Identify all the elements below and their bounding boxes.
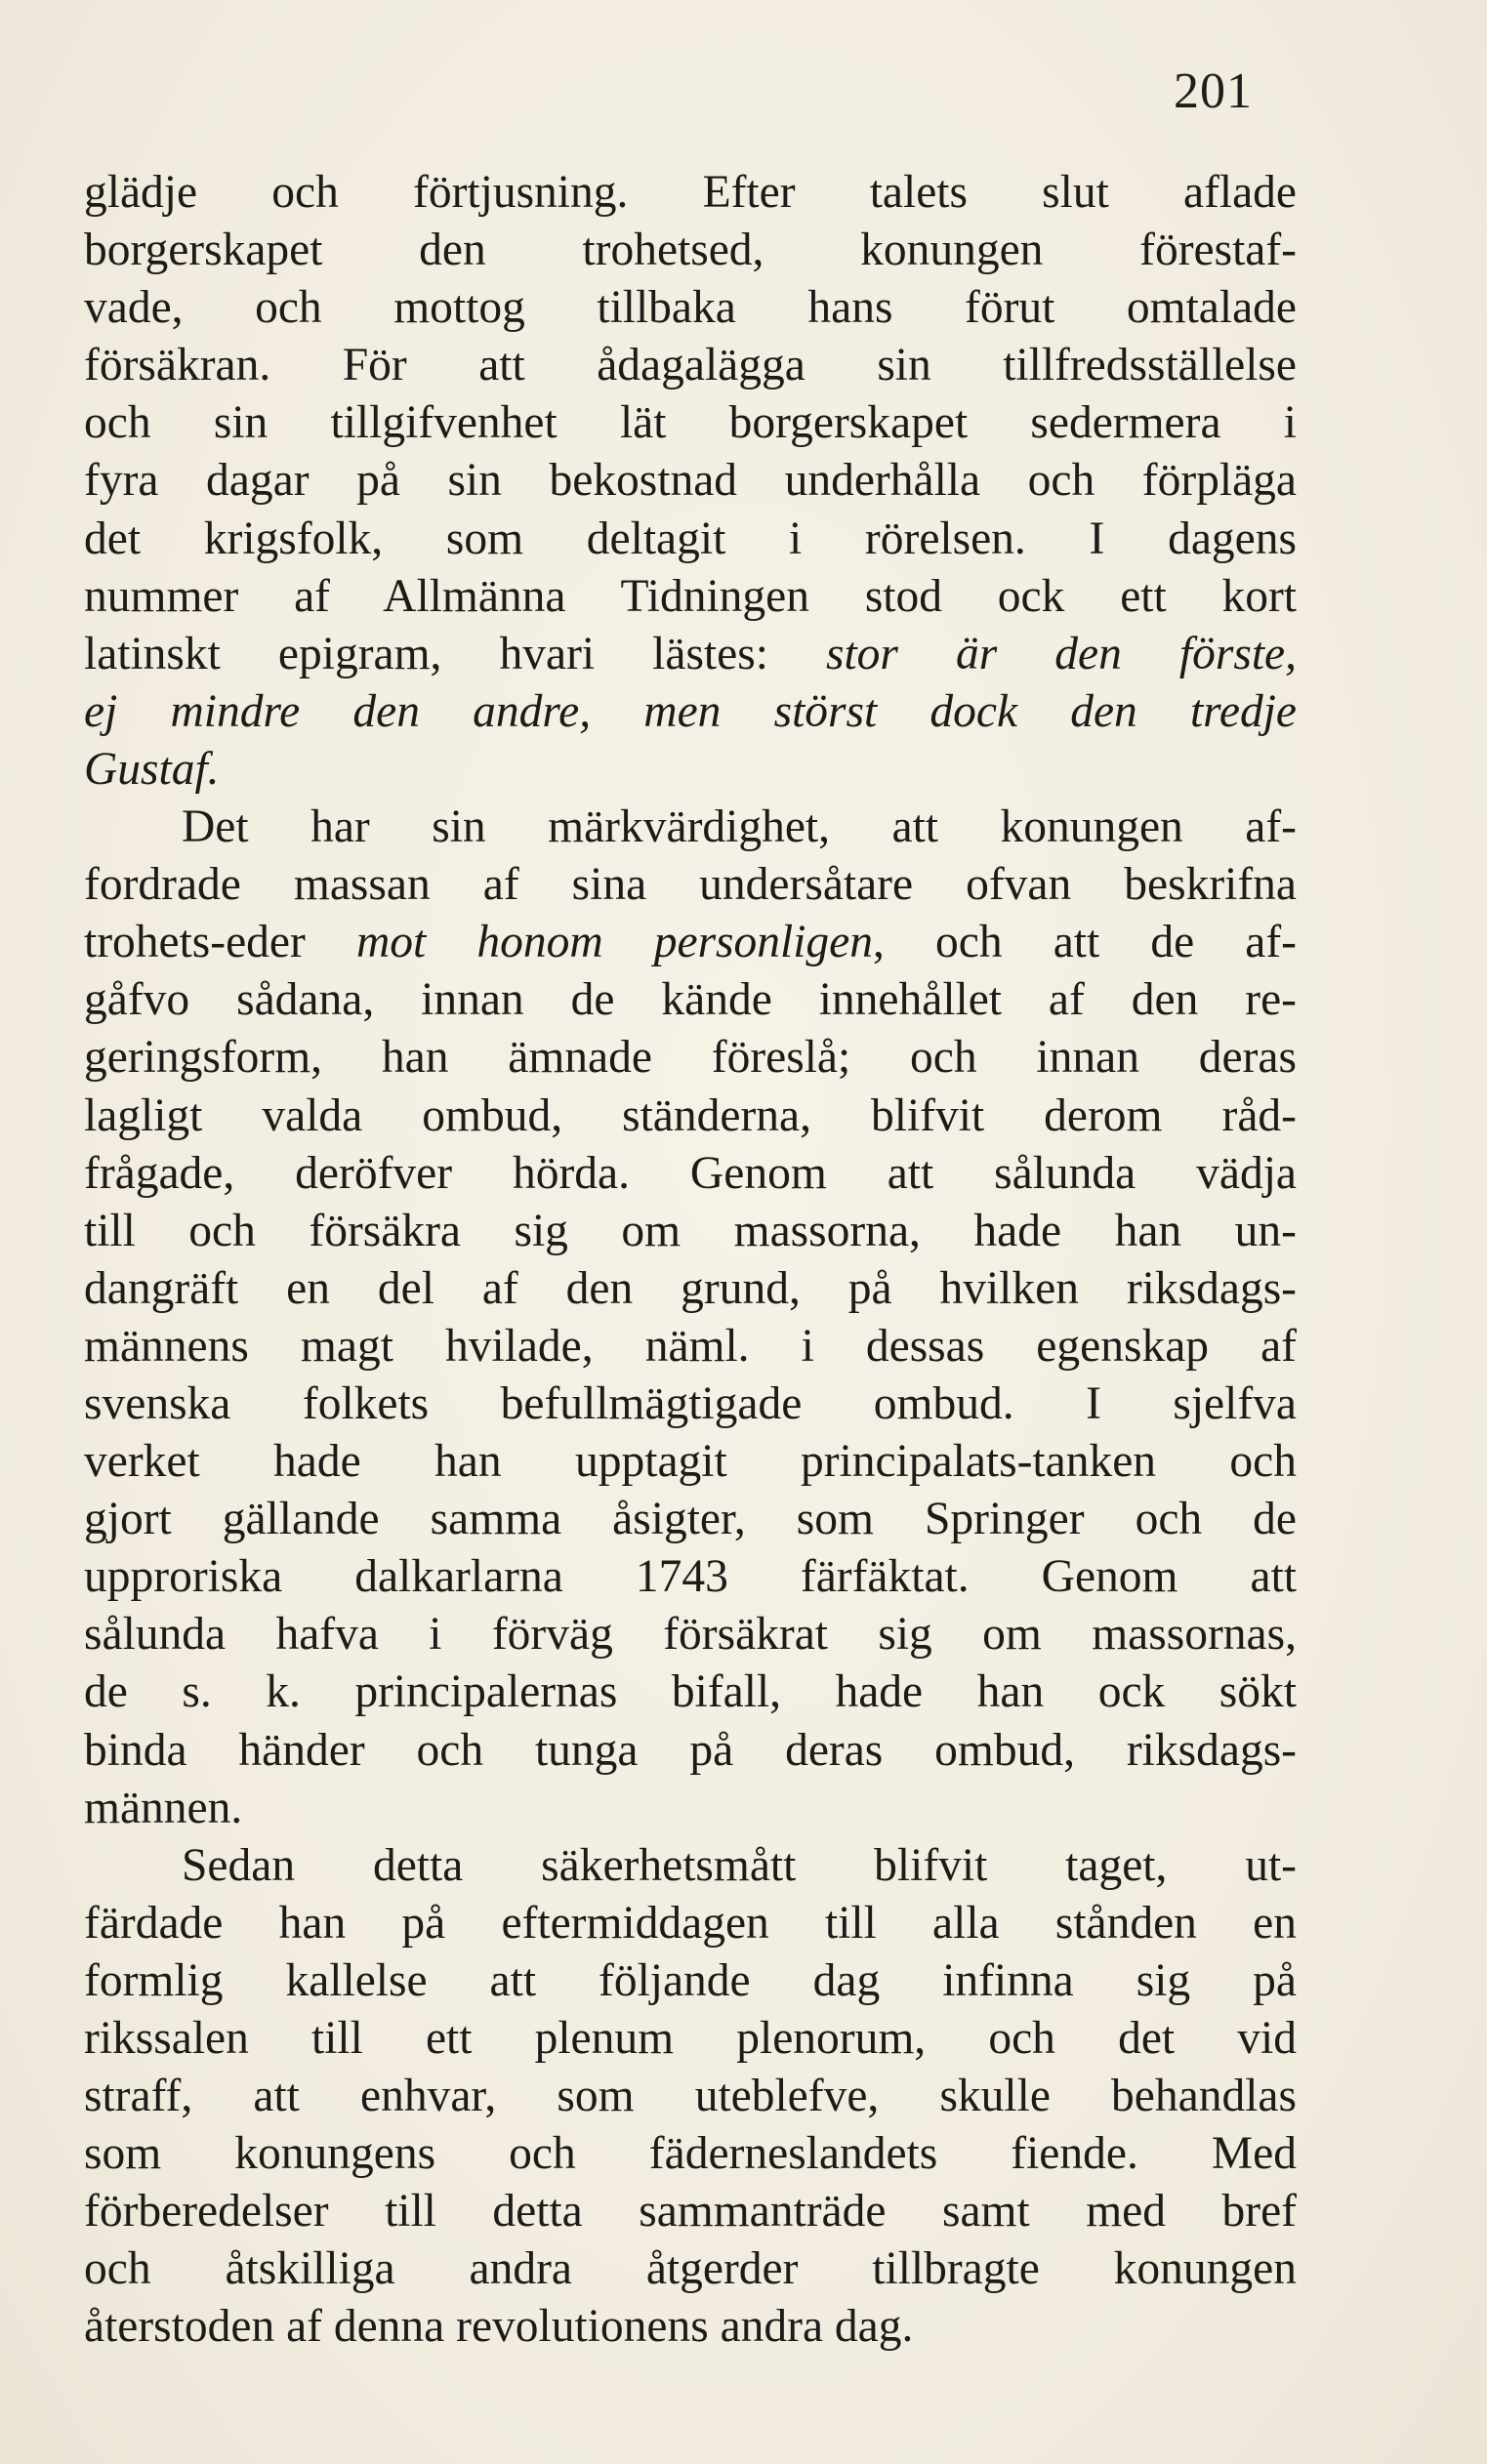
text-line bbox=[84, 2183, 1297, 2240]
text-segment: upproriska dalkarlarna 1743 färfäktat. Genom att bbox=[84, 1551, 1297, 1603]
text-segment: trohets-eder bbox=[84, 917, 356, 968]
text-line bbox=[84, 741, 1297, 799]
text-line bbox=[84, 1203, 1297, 1260]
text-segment: frågade, deröfver hörda. Genom att sålunda vädja bbox=[84, 1147, 1297, 1199]
text-segment: verket hade han upptagit principalats-tanken och bbox=[84, 1436, 1297, 1488]
text-line bbox=[84, 1837, 1297, 1895]
italic-text-segment: ej mindre den andre, men störst dock den tredje bbox=[84, 685, 1297, 737]
text-segment: Sedan detta säkerhetsmått blifvit taget, ut- bbox=[182, 1839, 1297, 1891]
text-line bbox=[84, 1952, 1297, 2010]
text-line bbox=[84, 626, 1297, 683]
text-line bbox=[84, 856, 1297, 914]
page-number: 201 bbox=[1174, 63, 1253, 119]
text-segment: männens magt hvilade, näml. i dessas egenskap af bbox=[84, 1320, 1297, 1372]
text-segment: som konungens och fäderneslandets fiende. Med bbox=[84, 2128, 1297, 2180]
text-segment: rikssalen till ett plenum plenorum, och det vid bbox=[84, 2013, 1297, 2064]
text-segment: latinskt epigram, hvari lästes: bbox=[84, 628, 826, 679]
text-line bbox=[84, 971, 1297, 1029]
text-segment: förberedelser till detta sammanträde samt med bref bbox=[84, 2186, 1297, 2238]
text-segment: till och försäkra sig om massorna, hade han un- bbox=[84, 1205, 1297, 1256]
text-line bbox=[84, 1780, 1297, 1837]
text-line bbox=[84, 2240, 1297, 2298]
text-line bbox=[84, 452, 1297, 510]
text-line bbox=[84, 914, 1297, 971]
text-segment: straff, att enhvar, som uteblefve, skulle behandlas bbox=[84, 2071, 1297, 2122]
text-line bbox=[84, 164, 1297, 222]
text-segment: de s. k. principalernas bifall, hade han ock sökt bbox=[84, 1666, 1297, 1718]
text-line bbox=[84, 799, 1297, 856]
text-segment: och åtskilliga andra åtgerder tillbragte konungen bbox=[84, 2243, 1297, 2295]
italic-text-segment: stor är den förste, bbox=[825, 628, 1297, 679]
text-segment: gåfvo sådana, innan de kände innehållet af den re- bbox=[84, 974, 1297, 1026]
text-line bbox=[84, 683, 1297, 741]
text-segment: återstoden af denna revolutionens andra dag. bbox=[84, 2301, 914, 2353]
text-line bbox=[84, 1606, 1297, 1663]
text-segment: sålunda hafva i förväg försäkrat sig om massornas, bbox=[84, 1609, 1297, 1661]
text-segment: männen. bbox=[84, 1782, 243, 1833]
text-line bbox=[84, 1145, 1297, 1203]
text-line bbox=[84, 2068, 1297, 2125]
text-segment: Det har sin märkvärdighet, att konungen af- bbox=[182, 801, 1297, 853]
text-line bbox=[84, 2125, 1297, 2183]
text-segment: formlig kallelse att följande dag infinna sig på bbox=[84, 1954, 1297, 2006]
text-segment: färdade han på eftermiddagen till alla stånden en bbox=[84, 1897, 1297, 1949]
text-line bbox=[84, 511, 1297, 568]
text-line bbox=[84, 1663, 1297, 1721]
text-segment: det krigsfolk, som deltagit i rörelsen. I dagens bbox=[84, 513, 1297, 564]
text-line bbox=[84, 1491, 1297, 1548]
text-segment: gjort gällande samma åsigter, som Springer och de bbox=[84, 1494, 1297, 1545]
text-line bbox=[84, 1088, 1297, 1145]
text-line bbox=[84, 1318, 1297, 1376]
text-segment: vade, och mottog tillbaka hans förut omtalade bbox=[84, 282, 1297, 334]
text-line bbox=[84, 337, 1297, 394]
text-segment: glädje och förtjusning. Efter talets slut aflade bbox=[84, 167, 1297, 218]
text-line bbox=[84, 2298, 1297, 2356]
text-line bbox=[84, 1895, 1297, 1952]
text-line bbox=[84, 1433, 1297, 1491]
text-segment: och sin tillgifvenhet lät borgerskapet sedermera i bbox=[84, 397, 1297, 449]
text-segment: , och att de af- bbox=[873, 917, 1297, 968]
text-line bbox=[84, 1260, 1297, 1318]
text-segment: fordrade massan af sina undersåtare ofvan beskrifna bbox=[84, 859, 1297, 911]
text-segment: binda händer och tunga på deras ombud, riksdags- bbox=[84, 1724, 1297, 1776]
text-line bbox=[84, 394, 1297, 452]
text-line bbox=[84, 1722, 1297, 1780]
text-line bbox=[84, 568, 1297, 626]
text-segment: nummer af Allmänna Tidningen stod ock ett kort bbox=[84, 570, 1297, 622]
text-line bbox=[84, 1029, 1297, 1087]
text-line bbox=[84, 1376, 1297, 1433]
body-text bbox=[84, 164, 1297, 2357]
text-segment: dangräft en del af den grund, på hvilken riksdags- bbox=[84, 1262, 1297, 1314]
text-line bbox=[84, 279, 1297, 337]
text-segment: svenska folkets befullmägtigade ombud. I sjelfva bbox=[84, 1377, 1297, 1429]
text-line bbox=[84, 222, 1297, 279]
text-segment: försäkran. För att ådagalägga sin tillfredsställelse bbox=[84, 340, 1297, 391]
text-line bbox=[84, 1548, 1297, 1606]
text-line bbox=[84, 2010, 1297, 2068]
italic-text-segment: mot honom personligen bbox=[355, 917, 874, 968]
text-segment: borgerskapet den trohetsed, konungen förestaf- bbox=[84, 225, 1297, 276]
text-segment: fyra dagar på sin bekostnad underhålla och förpläga bbox=[84, 455, 1297, 507]
italic-text-segment: Gustaf. bbox=[84, 743, 220, 795]
text-segment: lagligt valda ombud, ständerna, blifvit derom råd- bbox=[84, 1089, 1297, 1141]
text-segment: geringsform, han ämnade föreslå; och innan deras bbox=[84, 1032, 1297, 1084]
